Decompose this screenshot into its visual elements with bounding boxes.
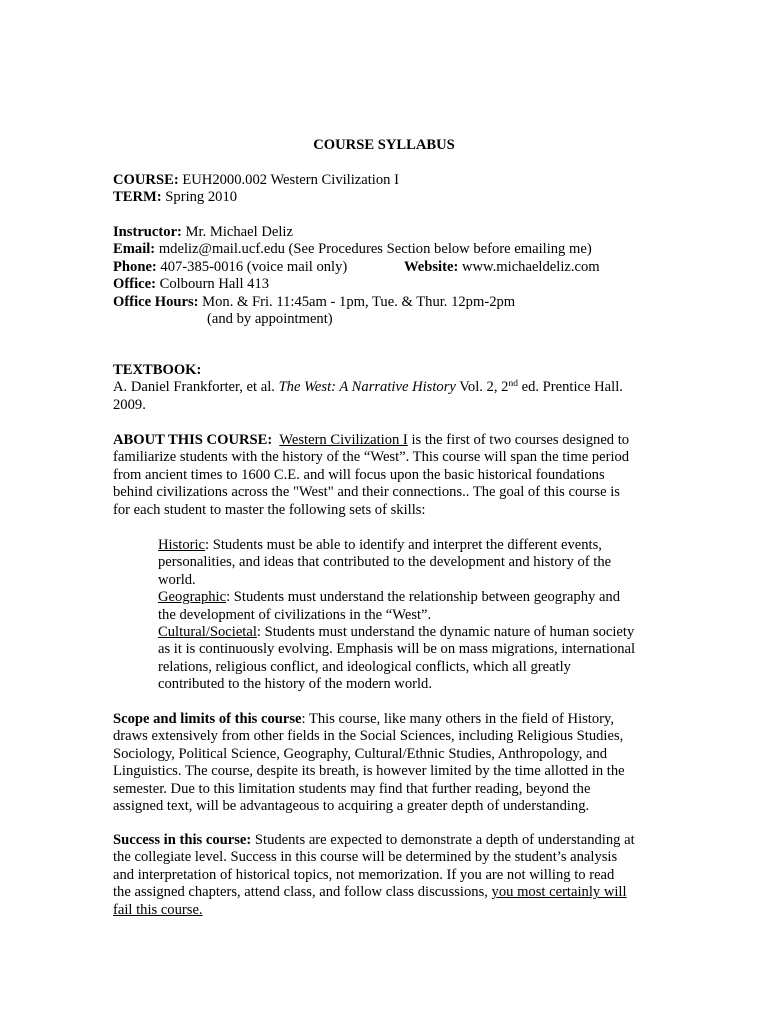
instructor-label: Instructor: — [113, 224, 182, 240]
phone-line — [113, 259, 658, 276]
instructor-info — [113, 224, 658, 328]
textbook-heading: TEXTBOOK: — [113, 362, 202, 378]
about-line-2: familiarize students with the history of the “West”. This course will span the time period — [113, 449, 630, 466]
term-value: Spring 2010 — [161, 189, 238, 206]
success-line-5 — [113, 902, 658, 919]
skill-cultural: Cultural/Societal: Students must understand the dynamic nature of human society — [158, 624, 635, 641]
office-hours-line — [113, 294, 658, 311]
term-line — [113, 189, 658, 206]
about-line-1: ABOUT THIS COURSE: Western Civilization I is the first of two courses designed to — [113, 432, 630, 448]
warning-underlined-1: you most certainly will — [491, 884, 627, 901]
about-line-5: for each student to master the following sets of skills: — [113, 501, 426, 518]
course-value: EUH2000.002 Western Civilization I — [178, 172, 399, 188]
term-label: TERM: — [113, 189, 162, 206]
about-heading: ABOUT THIS COURSE: — [113, 432, 273, 448]
office-hours-value: Mon. & Fri. 11:45am - 1pm, Tue. & Thur. 12pm-2pm — [198, 293, 516, 310]
skill-geographic: Geographic: Students must understand the relationship between geography and — [158, 589, 621, 606]
scope-line-3: Sociology, Political Science, Geography, Cultural/Ethnic Studies, Anthropology, and — [113, 745, 608, 762]
textbook-title: The West: A Narrative History — [278, 379, 456, 396]
skill-geographic-line-2: the development of civilizations in the “West”. — [158, 606, 432, 623]
success-line-1: Success in this course: Students are expected to demonstrate a depth of understanding at — [113, 832, 635, 848]
course-label: COURSE: — [113, 172, 179, 188]
instructor-value: Mr. Michael Deliz — [181, 224, 293, 240]
success-line-4: the assigned chapters, attend class, and follow class discussions, you most certainly will — [113, 884, 627, 901]
skill-cultural-line-3: relations, religious conflict, and ideological conflicts, which all greatly — [158, 658, 571, 675]
website-value: www.michaeldeliz.com — [458, 258, 600, 275]
scope-line-2: draws extensively from other fields in the Social Sciences, including Religious Studies, — [113, 728, 624, 745]
office-value: Colbourn Hall 413 — [155, 276, 270, 293]
skill-historic-line-2: personalities, and ideas that contributed to the development and history of the — [158, 554, 612, 571]
skill-geographic-name: Geographic — [158, 589, 227, 606]
scope-line-1: Scope and limits of this course: This course, like many others in the field of History, — [113, 711, 615, 727]
scope-section — [113, 711, 658, 815]
textbook-citation: A. Daniel Frankforter, et al. The West: A Narrative History Vol. 2, 2nd ed. Prentice Hall. — [113, 379, 623, 396]
warning-underlined-2: fail this course. — [113, 901, 203, 918]
office-hours-appointment: (and by appointment) — [207, 311, 333, 328]
office-label: Office: — [113, 276, 156, 293]
page-title: COURSE SYLLABUS — [313, 137, 455, 153]
scope-line-5: semester. Due to this limitation students may find that further reading, beyond the — [113, 780, 591, 797]
course-name-link: Western Civilization I — [279, 432, 408, 448]
skills-list — [158, 537, 658, 694]
email-line — [113, 241, 658, 258]
phone-value: 407-385-0016 (voice mail only) — [156, 258, 348, 275]
skill-historic-line-3: world. — [158, 571, 196, 588]
success-section — [113, 832, 658, 919]
about-line-3: from ancient times to 1600 C.E. and will focus upon the basic historical foundations — [113, 466, 605, 483]
success-heading: Success in this course: — [113, 832, 252, 848]
skill-historic-name: Historic — [158, 537, 206, 553]
about-section — [113, 432, 658, 519]
textbook-year: 2009. — [113, 396, 146, 413]
email-value: mdeliz@mail.ucf.edu (See Procedures Section below before emailing me) — [155, 241, 592, 258]
success-line-2: the collegiate level. Success in this course will be determined by the student’s analysis — [113, 849, 618, 866]
phone-label: Phone: — [113, 258, 157, 275]
scope-heading: Scope and limits of this course — [113, 711, 302, 727]
skill-cultural-line-2: as it is continuously evolving. Emphasis will be on mass migrations, international — [158, 641, 636, 658]
website-label: Website: — [404, 258, 459, 275]
about-line-4: behind civilizations across the "West" and their connections.. The goal of this course is — [113, 484, 620, 501]
textbook-section — [113, 362, 658, 414]
skill-cultural-name: Cultural/Societal — [158, 624, 257, 641]
email-label: Email: — [113, 241, 156, 258]
course-line — [113, 172, 658, 189]
instructor-line — [113, 224, 658, 241]
success-line-3: and interpretation of historical topics, not memorization. If you are not willing to read — [113, 866, 615, 883]
scope-line-6: assigned text, will be advantageous to acquiring a greater depth of understanding. — [113, 798, 590, 815]
scope-line-4: Linguistics. The course, despite its breath, is however limited by the time allotted in the — [113, 763, 625, 780]
course-info — [113, 172, 658, 207]
office-hours-label: Office Hours: — [113, 293, 199, 310]
skill-historic: Historic: Students must be able to identify and interpret the different events, — [158, 537, 602, 553]
skill-cultural-line-4: contributed to the history of the modern world. — [158, 676, 432, 693]
office-line — [113, 276, 658, 293]
